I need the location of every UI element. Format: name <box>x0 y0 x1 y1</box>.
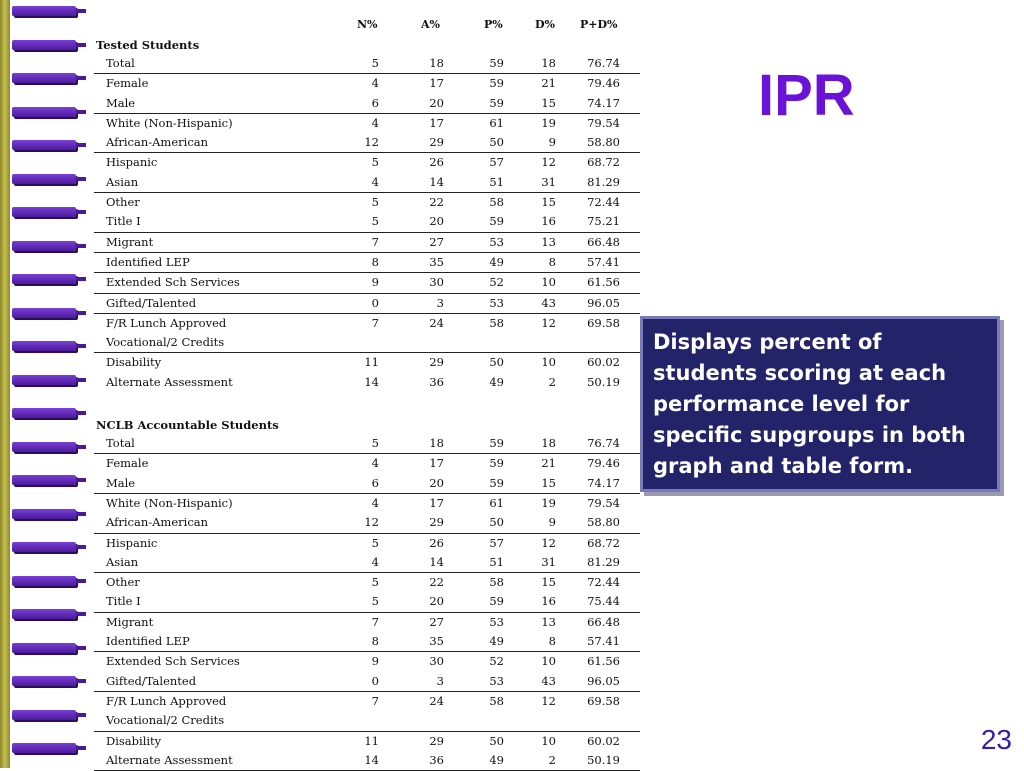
row-value: 81.29 <box>587 174 620 189</box>
row-value: 58 <box>489 315 504 330</box>
decorative-bar <box>12 375 76 385</box>
row-value: 8 <box>548 634 556 649</box>
row-label: African-American <box>106 515 209 530</box>
row-value: 30 <box>429 275 444 290</box>
row-value: 51 <box>489 554 504 569</box>
row-label: Male <box>106 475 136 490</box>
row-value: 6 <box>371 95 379 110</box>
row-label: Other <box>106 195 140 210</box>
row-label: Migrant <box>106 234 154 249</box>
decorative-bar <box>12 643 76 653</box>
decorative-bar <box>12 107 76 117</box>
row-value: 57.41 <box>587 254 620 269</box>
row-value: 59 <box>489 56 504 70</box>
row-value: 4 <box>371 115 379 130</box>
row-value: 79.46 <box>587 456 620 471</box>
decorative-bar <box>12 40 76 50</box>
row-label: Gifted/Talented <box>106 673 197 688</box>
row-value: 20 <box>429 214 444 229</box>
row-value: 4 <box>371 76 379 91</box>
row-value: 14 <box>364 752 379 767</box>
section-spacer <box>94 392 640 416</box>
row-value: 4 <box>371 495 379 510</box>
table-row <box>94 333 640 352</box>
decorative-bar <box>12 308 76 318</box>
row-value: 18 <box>429 56 444 70</box>
row-value: 5 <box>371 155 379 170</box>
row-value: 16 <box>541 214 556 229</box>
ipr-table <box>94 14 640 771</box>
decorative-bar <box>12 676 76 686</box>
page-number: 23 <box>980 724 1012 755</box>
section-title: Tested Students <box>96 38 200 52</box>
row-label: F/R Lunch Approved <box>106 315 227 330</box>
decorative-bar <box>12 140 76 150</box>
row-value: 12 <box>364 515 379 530</box>
row-value: 61.56 <box>587 275 620 290</box>
row-value: 22 <box>429 575 444 590</box>
row-value: 58 <box>489 575 504 590</box>
row-value: 5 <box>371 594 379 609</box>
row-value: 15 <box>541 575 556 590</box>
row-value: 59 <box>489 214 504 229</box>
row-value: 49 <box>489 254 504 269</box>
row-value: 18 <box>541 436 556 451</box>
decorative-bar <box>12 174 76 184</box>
row-label: Other <box>106 575 140 590</box>
row-value: 17 <box>429 115 444 130</box>
row-label: African-American <box>106 135 209 150</box>
row-value: 49 <box>489 634 504 649</box>
decorative-bar <box>12 609 76 619</box>
row-value: 69.58 <box>587 315 620 330</box>
table-row <box>94 434 640 453</box>
column-header-pd: P+D% <box>580 18 618 31</box>
row-value: 7 <box>371 234 379 249</box>
row-label: Female <box>106 76 149 91</box>
row-value: 74.17 <box>587 475 620 490</box>
row-value: 14 <box>429 174 444 189</box>
row-value: 58 <box>489 693 504 708</box>
row-value: 29 <box>429 135 444 150</box>
row-value: 43 <box>541 673 556 688</box>
row-value: 35 <box>429 634 444 649</box>
table-row <box>94 691 640 711</box>
row-value: 50 <box>489 355 504 370</box>
table-row <box>94 711 640 730</box>
table-row <box>94 152 640 172</box>
row-value: 5 <box>371 56 379 70</box>
row-value: 50.19 <box>587 374 620 389</box>
row-value: 31 <box>541 554 556 569</box>
table-row <box>94 592 640 611</box>
row-label: Vocational/2 Credits <box>106 335 225 350</box>
decorative-bar <box>12 442 76 452</box>
table-row <box>94 212 640 231</box>
row-value: 12 <box>541 535 556 550</box>
table-row <box>94 672 640 691</box>
table-row <box>94 133 640 152</box>
row-label: Asian <box>106 554 139 569</box>
row-value: 60.02 <box>587 733 620 748</box>
decorative-bar <box>12 542 76 552</box>
row-value: 50 <box>489 733 504 748</box>
column-headers <box>94 14 640 36</box>
row-value: 96.05 <box>587 673 620 688</box>
row-value: 17 <box>429 495 444 510</box>
decorative-bar <box>12 207 76 217</box>
row-value: 15 <box>541 195 556 210</box>
decorative-bar <box>12 743 76 753</box>
row-value: 79.54 <box>587 495 620 510</box>
row-value: 22 <box>429 195 444 210</box>
row-value: 18 <box>541 56 556 70</box>
row-value: 59 <box>489 594 504 609</box>
row-value: 12 <box>541 315 556 330</box>
row-value: 7 <box>371 315 379 330</box>
row-value: 36 <box>429 752 444 767</box>
table-sections <box>94 36 640 771</box>
row-value: 2 <box>548 752 556 767</box>
row-value: 68.72 <box>587 155 620 170</box>
row-value: 59 <box>489 456 504 471</box>
row-label: Hispanic <box>106 535 158 550</box>
row-value: 19 <box>541 495 556 510</box>
decorative-left-band <box>0 0 90 768</box>
row-value: 10 <box>541 275 556 290</box>
row-label: White (Non-Hispanic) <box>106 115 233 130</box>
table-row <box>94 572 640 592</box>
row-value: 96.05 <box>587 295 620 310</box>
row-value: 9 <box>371 654 379 669</box>
row-value: 57 <box>489 155 504 170</box>
row-value: 75.44 <box>587 594 620 609</box>
row-value: 66.48 <box>587 614 620 629</box>
row-value: 17 <box>429 456 444 471</box>
row-value: 5 <box>371 214 379 229</box>
row-value: 59 <box>489 95 504 110</box>
decorative-bar <box>12 274 76 284</box>
row-value: 10 <box>541 355 556 370</box>
row-label: Female <box>106 456 149 471</box>
row-value: 79.46 <box>587 76 620 91</box>
row-value: 14 <box>364 374 379 389</box>
decorative-bar <box>12 710 76 720</box>
row-label: White (Non-Hispanic) <box>106 495 233 510</box>
row-value: 5 <box>371 575 379 590</box>
slide-title: IPR <box>758 63 855 128</box>
row-value: 29 <box>429 515 444 530</box>
row-value: 15 <box>541 475 556 490</box>
row-label: Extended Sch Services <box>106 654 240 669</box>
row-value: 3 <box>436 673 444 688</box>
row-value: 4 <box>371 174 379 189</box>
row-value: 3 <box>436 295 444 310</box>
row-label: Hispanic <box>106 155 158 170</box>
row-label: Vocational/2 Credits <box>106 713 225 728</box>
row-label: Gifted/Talented <box>106 295 197 310</box>
row-value: 61 <box>489 115 504 130</box>
row-value: 57 <box>489 535 504 550</box>
row-label: Male <box>106 95 136 110</box>
row-value: 61.56 <box>587 654 620 669</box>
row-value: 53 <box>489 295 504 310</box>
row-value: 9 <box>548 515 556 530</box>
row-value: 57.41 <box>587 634 620 649</box>
description-callout: Displays percent of students scoring at each performance level for specific supgroups in both graph and table form. <box>640 316 1000 492</box>
row-value: 59 <box>489 76 504 91</box>
row-value: 16 <box>541 594 556 609</box>
row-value: 79.54 <box>587 115 620 130</box>
table-row <box>94 173 640 192</box>
row-value: 69.58 <box>587 693 620 708</box>
decorative-bar <box>12 509 76 519</box>
table-row <box>94 474 640 493</box>
row-value: 8 <box>371 634 379 649</box>
row-value: 12 <box>541 693 556 708</box>
row-value: 72.44 <box>587 195 620 210</box>
row-value: 5 <box>371 436 379 451</box>
row-value: 51 <box>489 174 504 189</box>
row-value: 66.48 <box>587 234 620 249</box>
row-value: 53 <box>489 234 504 249</box>
row-value: 36 <box>429 374 444 389</box>
row-value: 13 <box>541 234 556 249</box>
row-value: 19 <box>541 115 556 130</box>
row-label: Identified LEP <box>106 254 190 269</box>
row-value: 53 <box>489 614 504 629</box>
row-value: 60.02 <box>587 355 620 370</box>
row-value: 76.74 <box>587 436 620 451</box>
row-value: 11 <box>364 355 379 370</box>
table-row <box>94 94 640 113</box>
table-row <box>94 513 640 532</box>
row-value: 50 <box>489 135 504 150</box>
row-value: 9 <box>548 135 556 150</box>
row-value: 29 <box>429 733 444 748</box>
row-value: 59 <box>489 475 504 490</box>
row-value: 52 <box>489 275 504 290</box>
row-value: 7 <box>371 693 379 708</box>
row-value: 59 <box>489 436 504 451</box>
table-row <box>94 373 640 392</box>
decorative-bar <box>12 6 76 16</box>
row-value: 49 <box>489 752 504 767</box>
row-value: 50.19 <box>587 752 620 767</box>
row-label: Alternate Assessment <box>106 374 233 389</box>
row-value: 58.80 <box>587 515 620 530</box>
row-value: 13 <box>541 614 556 629</box>
row-label: Disability <box>106 733 162 748</box>
row-value: 52 <box>489 654 504 669</box>
row-value: 18 <box>429 436 444 451</box>
row-value: 4 <box>371 554 379 569</box>
table-row <box>94 313 640 333</box>
row-value: 26 <box>429 535 444 550</box>
row-value: 7 <box>371 614 379 629</box>
row-value: 72.44 <box>587 575 620 590</box>
row-value: 75.21 <box>587 214 620 229</box>
row-value: 0 <box>371 673 379 688</box>
row-value: 10 <box>541 733 556 748</box>
table-row <box>94 651 640 671</box>
row-value: 53 <box>489 673 504 688</box>
row-value: 20 <box>429 594 444 609</box>
row-value: 24 <box>429 693 444 708</box>
row-value: 0 <box>371 295 379 310</box>
decorative-bar <box>12 241 76 251</box>
column-header-a: A% <box>421 18 440 31</box>
row-value: 27 <box>429 614 444 629</box>
table-row <box>94 54 640 73</box>
table-row <box>94 352 640 372</box>
row-label: Alternate Assessment <box>106 752 233 767</box>
table-row <box>94 252 640 272</box>
row-value: 4 <box>371 456 379 471</box>
row-value: 5 <box>371 195 379 210</box>
row-label: Extended Sch Services <box>106 275 240 290</box>
table-row <box>94 272 640 292</box>
row-value: 29 <box>429 355 444 370</box>
row-label: F/R Lunch Approved <box>106 693 227 708</box>
table-row <box>94 493 640 513</box>
row-label: Migrant <box>106 614 154 629</box>
row-value: 24 <box>429 315 444 330</box>
table-row <box>94 73 640 93</box>
row-value: 49 <box>489 374 504 389</box>
row-value: 68.72 <box>587 535 620 550</box>
row-value: 21 <box>541 456 556 471</box>
row-label: Identified LEP <box>106 634 190 649</box>
row-value: 14 <box>429 554 444 569</box>
row-value: 5 <box>371 535 379 550</box>
table-row <box>94 632 640 651</box>
row-value: 27 <box>429 234 444 249</box>
decorative-bar <box>12 408 76 418</box>
table-row <box>94 731 640 751</box>
row-value: 43 <box>541 295 556 310</box>
row-value: 6 <box>371 475 379 490</box>
row-value: 10 <box>541 654 556 669</box>
column-header-p: P% <box>484 18 503 31</box>
row-value: 30 <box>429 654 444 669</box>
row-value: 9 <box>371 275 379 290</box>
row-value: 15 <box>541 95 556 110</box>
decorative-bar <box>12 475 76 485</box>
column-header-n: N% <box>357 18 378 31</box>
row-value: 12 <box>541 155 556 170</box>
decorative-bar <box>12 576 76 586</box>
row-label: Total <box>106 436 135 451</box>
table-row <box>94 453 640 473</box>
table-row <box>94 293 640 313</box>
table-row <box>94 612 640 632</box>
row-label: Title I <box>106 214 141 229</box>
row-value: 74.17 <box>587 95 620 110</box>
table-row <box>94 113 640 133</box>
row-value: 8 <box>548 254 556 269</box>
table-row <box>94 553 640 572</box>
section-title: NCLB Accountable Students <box>96 418 279 433</box>
row-label: Total <box>106 56 135 70</box>
row-value: 11 <box>364 733 379 748</box>
row-value: 2 <box>548 374 556 389</box>
row-label: Asian <box>106 174 139 189</box>
row-value: 76.74 <box>587 56 620 70</box>
row-value: 61 <box>489 495 504 510</box>
row-label: Disability <box>106 355 162 370</box>
column-header-d: D% <box>535 18 555 31</box>
row-value: 31 <box>541 174 556 189</box>
table-row <box>94 232 640 252</box>
row-value: 8 <box>371 254 379 269</box>
table-row <box>94 533 640 553</box>
decorative-bar <box>12 73 76 83</box>
row-value: 17 <box>429 76 444 91</box>
decorative-bars <box>12 0 88 768</box>
row-value: 50 <box>489 515 504 530</box>
row-value: 58.80 <box>587 135 620 150</box>
decorative-bar <box>12 341 76 351</box>
decorative-gold-strip <box>0 0 10 768</box>
row-label: Title I <box>106 594 141 609</box>
row-value: 35 <box>429 254 444 269</box>
table-row <box>94 192 640 212</box>
row-value: 81.29 <box>587 554 620 569</box>
row-value: 20 <box>429 95 444 110</box>
row-value: 21 <box>541 76 556 91</box>
row-value: 12 <box>364 135 379 150</box>
row-value: 26 <box>429 155 444 170</box>
row-value: 20 <box>429 475 444 490</box>
row-value: 58 <box>489 195 504 210</box>
